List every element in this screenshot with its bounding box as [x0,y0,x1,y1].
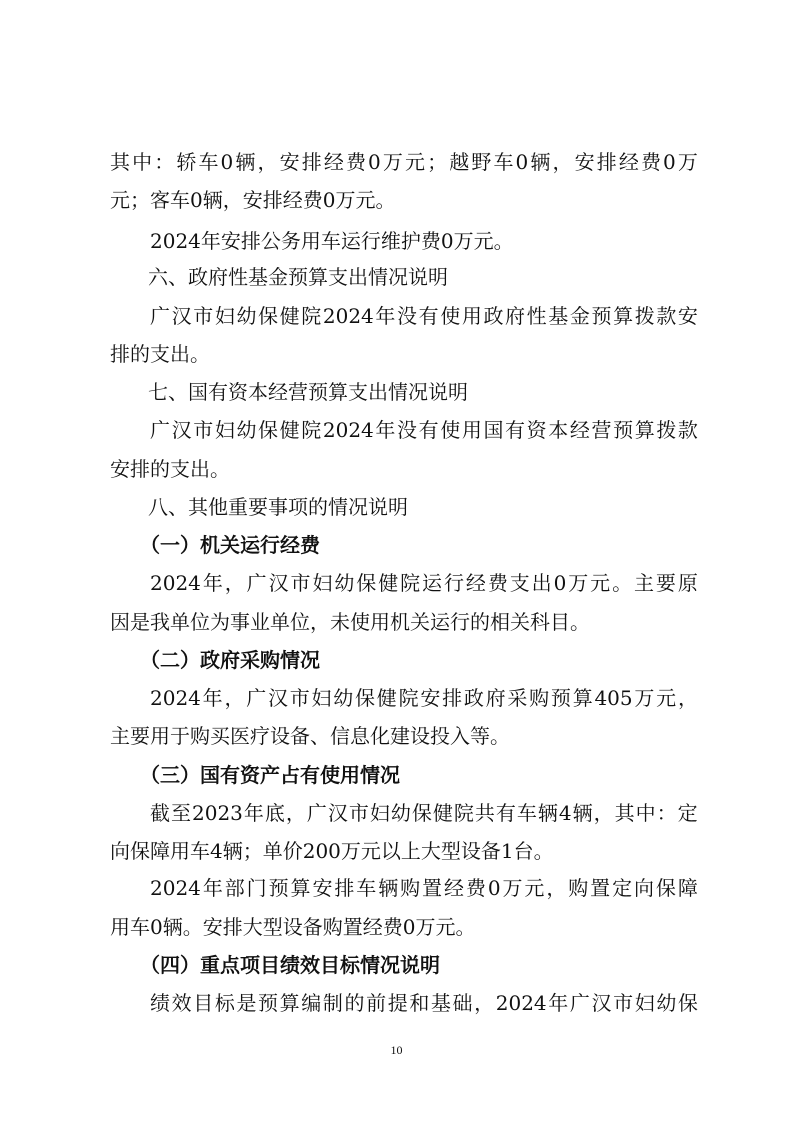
body-text-line: 绩 效 目 标 是 预 算 编 制 的 前 提 和 基 础 ， 2024 年 广 汉 市 妇 幼 保 [150,991,698,1015]
body-text-line: 元；客车0辆，安排经费0万元。 [110,188,396,212]
body-text-line: 排的支出。 [110,342,210,366]
subsection-heading: （二）政府采购情况 [140,648,320,672]
body-text-line: 广 汉 市 妇 幼 保 健 院 2024 年 没 有 使 用 政 府 性 基 金 预 算 拨 款 安 [150,304,698,328]
body-text-line: 主要用于购买医疗设备、信息化建设投入等。 [110,724,510,748]
page-number: 10 [390,1043,403,1057]
body-text-line: 安排的支出。 [110,457,230,481]
body-text-line: 因是我单位为事业单位，未使用机关运行的相关科目。 [110,610,590,634]
subsection-heading: （三）国有资产占有使用情况 [140,763,400,787]
section-heading: 六、政府性基金预算支出情况说明 [148,265,448,289]
body-text-line: 2024 年 部 门 预 算 安 排 车 辆 购 置 经 费 0 万 元 ， 购 置 定 向 保 障 [150,876,698,900]
body-text-line: 2024 年 ， 广 汉 市 妇 幼 保 健 院 安 排 政 府 采 购 预 算 405 万 元 ， [150,686,698,710]
body-text-line: 截 至 2023 年 底 ， 广 汉 市 妇 幼 保 健 院 共 有 车 辆 4 辆 ， 其 中 ： 定 [150,801,698,825]
body-text-line: 广 汉 市 妇 幼 保 健 院 2024 年 没 有 使 用 国 有 资 本 经 营 预 算 拨 款 [150,418,698,442]
body-text-line: 2024年安排公务用车运行维护费0万元。 [150,229,514,253]
body-text-line: 2024 年 ， 广 汉 市 妇 幼 保 健 院 运 行 经 费 支 出 0 万 元 。 主 要 原 [150,571,698,595]
body-text-line: 用车0辆。安排大型设备购置经费0万元。 [110,915,476,939]
section-heading: 七、国有资本经营预算支出情况说明 [148,380,468,404]
subsection-heading: （四）重点项目绩效目标情况说明 [140,953,440,977]
body-text-line: 其 中 ： 轿 车 0 辆 ， 安 排 经 费 0 万 元 ； 越 野 车 0 辆 ， 安 排 经 费 0 万 [110,150,698,174]
section-heading: 八、其他重要事项的情况说明 [148,495,408,519]
subsection-heading: （一）机关运行经费 [140,533,320,557]
body-text-line: 向保障用车4辆；单价200万元以上大型设备1台。 [110,839,554,863]
